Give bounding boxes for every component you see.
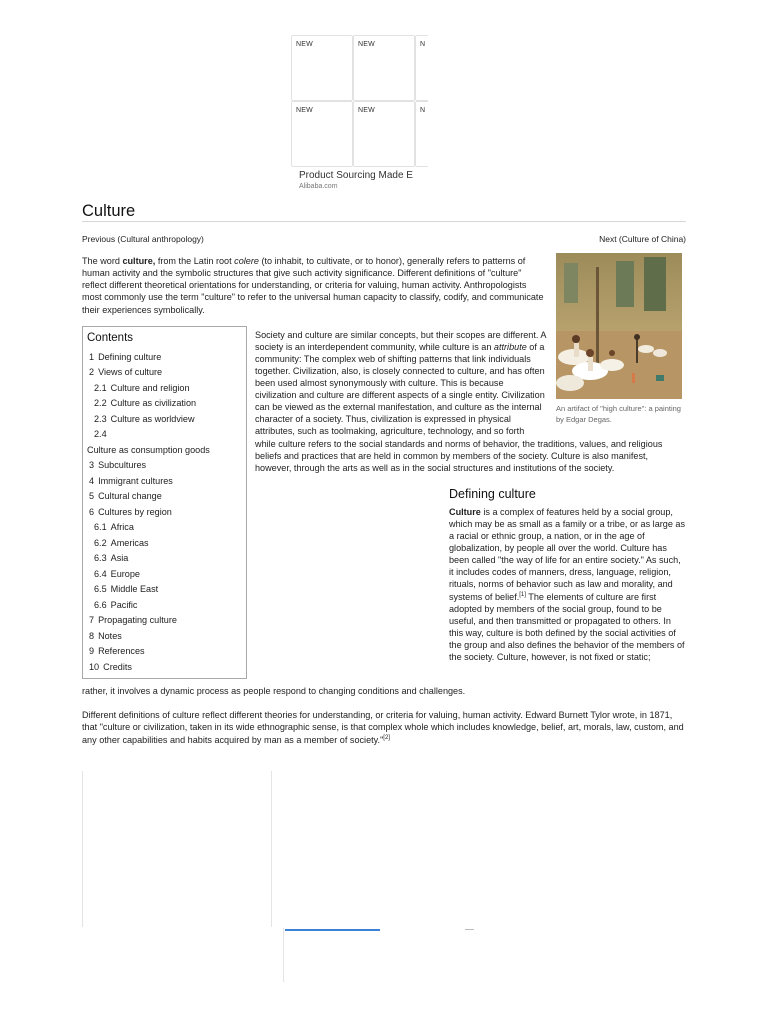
toc-item-number: 2.4 (94, 429, 107, 440)
toc-item[interactable] (87, 443, 242, 459)
toc-item-label: Africa (110, 522, 134, 533)
toc-item-label: Culture and religion (110, 382, 190, 393)
bold-term: culture, (122, 256, 156, 267)
toc-item-label: Subcultures (98, 460, 147, 471)
ad-tile-badge: NEW (358, 41, 375, 48)
text-run: of a community: The complex web of shifting patterns that link individuals together. Civilization, also, is closely connected to culture, and has often been used almost synonymously with culture. This is because civilization and culture are different aspects of a single entity. Civilization can be viewed as the external manifestation, and culture as the internal character of a society. Thus, civilization is expressed in physical attributes, such as toolmaking, agriculture, technology, and so forth while culture refers to the social standards and norms of behavior, the traditions, values, and religious beliefs and practices that are held in common by members of the society. Culture is also manifest, however, through the arts as well as in the social structures and institutions of the society. (255, 341, 663, 473)
toc-item-label: Culture as worldview (110, 413, 195, 424)
toc-item-label: Europe (110, 568, 140, 579)
ad-tile-badge: NEW (358, 107, 375, 114)
previous-link[interactable]: Previous (Cultural anthropology) (82, 234, 204, 245)
toc-item-label: Defining culture (98, 351, 162, 362)
toc-item[interactable] (87, 644, 242, 660)
toc-item[interactable] (87, 350, 242, 366)
italic-term: colere (234, 256, 259, 267)
table-of-contents (82, 326, 247, 680)
toc-item-label: Asia (110, 553, 129, 564)
ad-tile-badge: N (420, 107, 426, 114)
footnote-ref-1[interactable]: [1] (519, 591, 526, 598)
ad-tile[interactable] (291, 35, 353, 101)
toc-item-number: 6.3 (94, 553, 107, 564)
toc-item[interactable] (87, 458, 242, 474)
toc-item-number: 4 (89, 475, 95, 486)
defining-paragraph-tail: rather, it involves a dynamic process as people respond to changing conditions and challenges. (82, 686, 466, 697)
ad-tile-badge: N (420, 41, 426, 48)
next-link[interactable]: Next (Culture of China) (599, 234, 686, 245)
toc-item[interactable] (87, 365, 242, 381)
toc-item[interactable] (87, 551, 242, 567)
toc-item-number: 6.1 (94, 522, 107, 533)
toc-item-number: 6.5 (94, 584, 107, 595)
toc-item[interactable] (87, 536, 242, 552)
toc-item-label: Americas (110, 537, 149, 548)
toc-item-label: References (98, 646, 145, 657)
toc-item-number: 6.2 (94, 537, 107, 548)
page-title: Culture (82, 205, 686, 222)
article (82, 202, 686, 746)
toc-item-number: 2.2 (94, 398, 107, 409)
ad-banner[interactable] (291, 35, 428, 195)
toc-item[interactable] (87, 412, 242, 428)
figure-caption: An artifact of "high culture": a painting by Edgar Degas. (556, 404, 681, 425)
toc-item-label: Views of culture (98, 367, 163, 378)
toc-item-label: Immigrant cultures (98, 475, 173, 486)
ad-tile[interactable] (291, 101, 353, 167)
toc-item-number: 9 (89, 646, 95, 657)
section-heading-defining-culture: Defining culture (449, 486, 536, 501)
footnote-ref-2[interactable]: [2] (383, 734, 390, 741)
text-run: The word (82, 256, 123, 267)
toc-item[interactable] (87, 474, 242, 490)
frame-divider (283, 928, 284, 982)
toc-item-number: 1 (89, 351, 95, 362)
ad-tile-badge: NEW (296, 107, 313, 114)
toc-item[interactable] (87, 381, 242, 397)
toc-item-label: Cultural change (98, 491, 162, 502)
ad-source[interactable]: Alibaba.com (299, 183, 338, 190)
text-run: Society and culture are similar concepts, but their scopes are different. A society is an interdependent community, while culture is an (255, 329, 546, 352)
toc-item[interactable] (87, 567, 242, 583)
toc-item-number: 7 (89, 615, 95, 626)
divider (465, 929, 474, 930)
toc-item-label: Credits (103, 661, 132, 672)
figure (556, 253, 686, 425)
toc-title: Contents (87, 331, 134, 344)
ad-title[interactable]: Product Sourcing Made E (299, 170, 413, 181)
toc-item-number: 3 (89, 460, 95, 471)
toc-item-label: Propagating culture (98, 615, 177, 626)
toc-item-label: Culture as consumption goods (87, 444, 210, 455)
ad-tile[interactable] (415, 101, 428, 167)
toc-item-number: 6.6 (94, 599, 107, 610)
toc-item[interactable] (87, 660, 242, 676)
toc-list (87, 350, 242, 676)
text-run: from the Latin root (155, 256, 235, 267)
degas-painting-image[interactable] (556, 253, 682, 399)
toc-item[interactable] (87, 505, 242, 521)
toc-item-number: 6 (89, 506, 95, 517)
text-run: Different definitions of culture reflect different theories for understanding, or criteria for valuing, human activity. Edward Burnett Tylor wrote, in 1871, that "culture or civilization, taken in its wide ethnographic sense, is that complex whole which includes knowledge, belief, art, morals, law, custom, and any other capabilities and habits acquired by man as a member of society." (82, 710, 684, 745)
toc-item-number: 2 (89, 367, 95, 378)
toc-item[interactable] (87, 427, 242, 443)
ad-tile[interactable] (415, 35, 428, 101)
toc-item[interactable] (87, 629, 242, 645)
toc-item-number: 5 (89, 491, 95, 502)
tylor-paragraph (82, 709, 686, 745)
toc-item-number: 2.3 (94, 413, 107, 424)
italic-term: attribute (493, 341, 527, 352)
article-nav (82, 233, 686, 245)
toc-item[interactable] (87, 582, 242, 598)
toc-item[interactable] (87, 613, 242, 629)
text-run: The elements of culture are first adopted by members of the social group, found to be useful, and then transmitted or propagated to others. In this way, culture is both defined by the social activities of the group and also defines the behavior of the members of the society. Culture, however, is not fixed or static; (449, 591, 685, 662)
toc-item-number: 8 (89, 630, 95, 641)
embedded-frame (82, 771, 272, 927)
toc-item[interactable] (87, 598, 242, 614)
text-run: (to inhabit, to cultivate, or to honor), generally refers to patterns of human activity and the symbolic structures that give such activity significance. Different definitions of "culture" reflect different theoretical orientations for understanding, or criteria for valuing, human activity. Anthropologists most commonly use the term "culture" to refer to the universal human capacity to classify, codify, and communicate their experiences symbolically. (82, 256, 544, 315)
text-run: is a complex of features held by a social group, which may be as small as a family or a tribe, or as large as a racial or ethnic group, a nation, or in the age of globalization, by people all over the world. Culture has been called "the way of life for an entire society." As such, it includes codes of manners, dress, language, religion, rituals, norms of behavior such as law and morality, and systems of belief. (449, 506, 686, 602)
loading-bar (285, 929, 380, 931)
ad-tile-badge: NEW (296, 41, 313, 48)
toc-item-number: 6.4 (94, 568, 107, 579)
toc-item-label: Notes (98, 630, 122, 641)
toc-item-label: Culture as civilization (110, 398, 197, 409)
toc-item[interactable] (87, 396, 242, 412)
toc-item[interactable] (87, 489, 242, 505)
toc-item-label: Middle East (110, 584, 159, 595)
ad-tile[interactable] (353, 101, 415, 167)
toc-item-number: 10 (89, 661, 100, 672)
toc-item[interactable] (87, 520, 242, 536)
toc-item-label: Cultures by region (98, 506, 172, 517)
toc-item-label: Pacific (110, 599, 138, 610)
toc-item-number: 2.1 (94, 382, 107, 393)
bold-term: Culture (449, 506, 481, 517)
ad-tile[interactable] (353, 35, 415, 101)
